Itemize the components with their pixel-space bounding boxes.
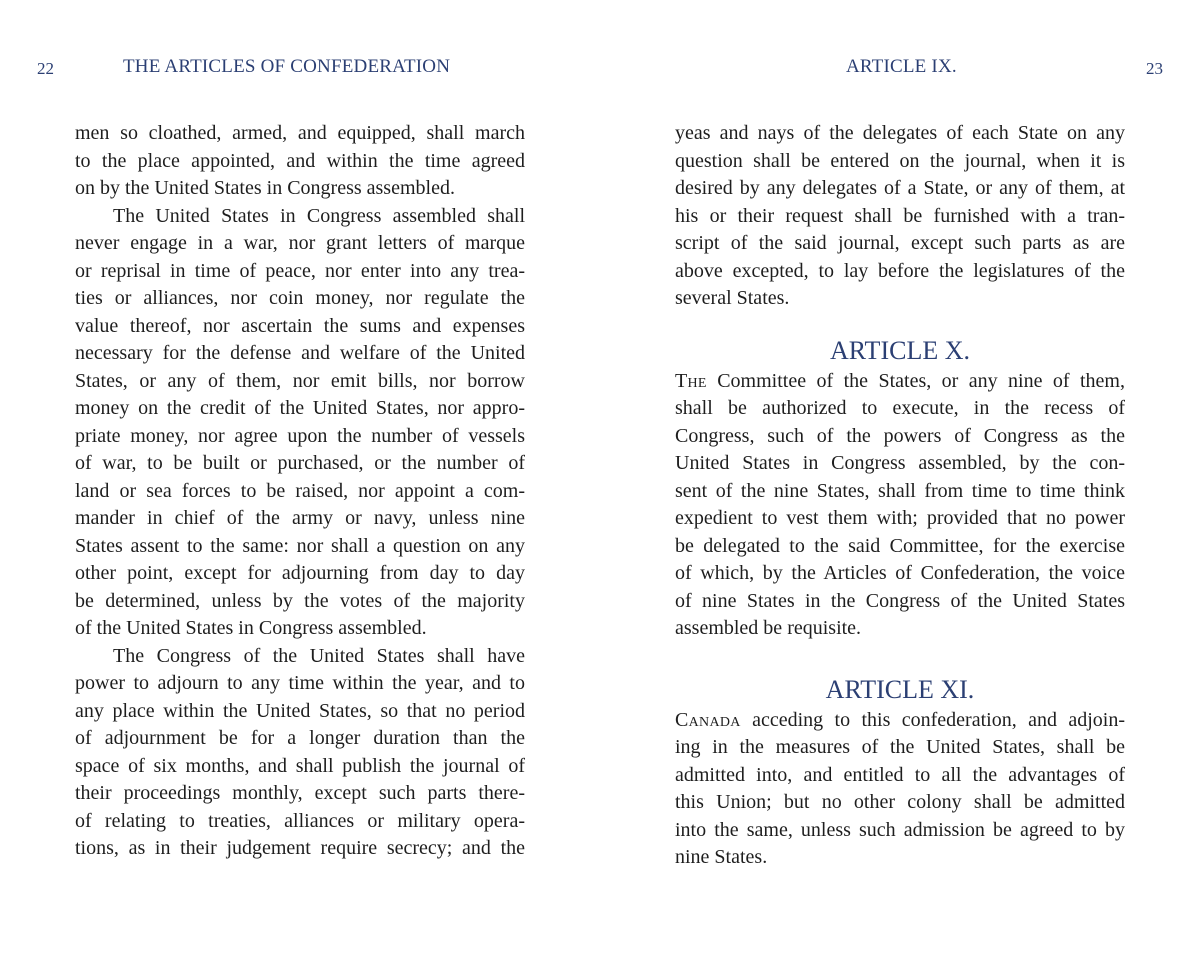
text-line: Congress, such of the powers of Congress as the: [675, 424, 1125, 447]
text-line: nine States.: [675, 846, 768, 868]
right-page: [600, 0, 1200, 975]
page-number: 22: [37, 59, 54, 78]
continued-paragraph: [675, 120, 1125, 313]
article-xi-paragraph: [675, 707, 1125, 872]
paragraph: [75, 643, 525, 863]
text-line: ties or alliances, nor coin money, nor regulate the: [75, 287, 525, 309]
text-line: into the same, unless such admission be agreed to by: [675, 818, 1125, 841]
text-line: sent of the nine States, shall from time to time think: [675, 479, 1125, 502]
page-number: 23: [1146, 59, 1163, 78]
first-line-text: Committee of the States, or any nine of them,: [706, 369, 1125, 392]
text-line: on by the United States in Congress assembled.: [75, 177, 455, 199]
text-line: mander in chief of the army or navy, unless nine: [75, 507, 525, 529]
text-line: this Union; but no other colony shall be admitted: [675, 791, 1125, 813]
text-line: above excepted, to lay before the legislatures of the: [675, 259, 1125, 282]
text-line: The Congress of the United States shall have: [113, 644, 525, 667]
text-line: assembled be requisite.: [675, 617, 862, 639]
text-line: or reprisal in time of peace, nor enter into any trea-: [75, 259, 525, 282]
text-line: of relating to treaties, alliances or military opera-: [75, 809, 525, 832]
text-line: priate money, nor agree upon the number of vessels: [75, 424, 525, 447]
text-line: land or sea forces to be raised, nor appoint a com-: [75, 479, 525, 502]
body-text: [675, 120, 1125, 872]
article-x-paragraph: [675, 368, 1125, 643]
running-head: ARTICLE IX.: [846, 56, 957, 77]
text-line: their proceedings monthly, except such parts there-: [75, 782, 525, 804]
paragraph: [75, 203, 525, 643]
text-line: to the place appointed, and within the time agreed: [75, 149, 525, 172]
lead-word: The: [675, 369, 707, 392]
text-line: be determined, unless by the votes of the majority: [75, 589, 525, 612]
text-line: States assent to the same: nor shall a question on any: [75, 534, 525, 557]
text-line: other point, except for adjourning from day to day: [75, 562, 525, 584]
text-line: necessary for the defense and welfare of the United: [75, 342, 525, 364]
body-text: [75, 120, 525, 863]
text-line: shall be authorized to execute, in the recess of: [675, 397, 1125, 419]
article-x-heading: ARTICLE X.: [830, 335, 970, 365]
text-line: United States in Congress assembled, by the con-: [675, 452, 1125, 474]
text-line: never engage in a war, nor grant letters of marque: [75, 232, 525, 254]
text-line: States, or any of them, nor emit bills, nor borrow: [75, 369, 525, 392]
text-line: yeas and nays of the delegates of each State on any: [675, 122, 1125, 144]
text-line: men so cloathed, armed, and equipped, shall march: [75, 122, 525, 144]
text-line: be delegated to the said Committee, for the exercise: [675, 534, 1125, 557]
paragraph: [75, 120, 525, 203]
text-line: of the United States in Congress assembled.: [75, 617, 427, 639]
text-line: of adjournment be for a longer duration than the: [75, 727, 525, 749]
text-line: tions, as in their judgement require secrecy; and the: [75, 837, 525, 859]
text-line: ing in the measures of the United States, shall be: [675, 736, 1125, 758]
lead-word: Canada: [675, 708, 741, 731]
text-line: admitted into, and entitled to all the advantages of: [675, 763, 1125, 786]
text-line: expedient to vest them with; provided that no power: [675, 507, 1125, 529]
text-line: any place within the United States, so that no period: [75, 699, 525, 722]
text-line: script of the said journal, except such parts as are: [675, 232, 1125, 254]
article-xi-heading: ARTICLE XI.: [825, 674, 975, 704]
running-head: THE ARTICLES OF CONFEDERATION: [123, 56, 451, 77]
text-line: desired by any delegates of a State, or any of them, at: [675, 177, 1125, 199]
text-line: [675, 707, 1125, 735]
text-line: question shall be entered on the journal, when it is: [675, 149, 1125, 172]
first-line-text: acceding to this confederation, and adjoin-: [740, 708, 1125, 731]
text-line: money on the credit of the United States, nor appro-: [75, 397, 525, 419]
text-line: space of six months, and shall publish the journal of: [75, 754, 525, 777]
text-line: value thereof, nor ascertain the sums and expenses: [75, 314, 525, 337]
text-line: his or their request shall be furnished with a tran-: [675, 204, 1125, 227]
text-line: of war, to be built or purchased, or the number of: [75, 452, 525, 474]
text-line: [675, 368, 1125, 396]
text-line: power to adjourn to any time within the year, and to: [75, 672, 525, 694]
text-line: of which, by the Articles of Confederation, the voice: [675, 562, 1125, 584]
text-line: of nine States in the Congress of the United States: [675, 589, 1125, 612]
text-line: The United States in Congress assembled shall: [113, 204, 525, 227]
text-line: several States.: [675, 287, 790, 309]
